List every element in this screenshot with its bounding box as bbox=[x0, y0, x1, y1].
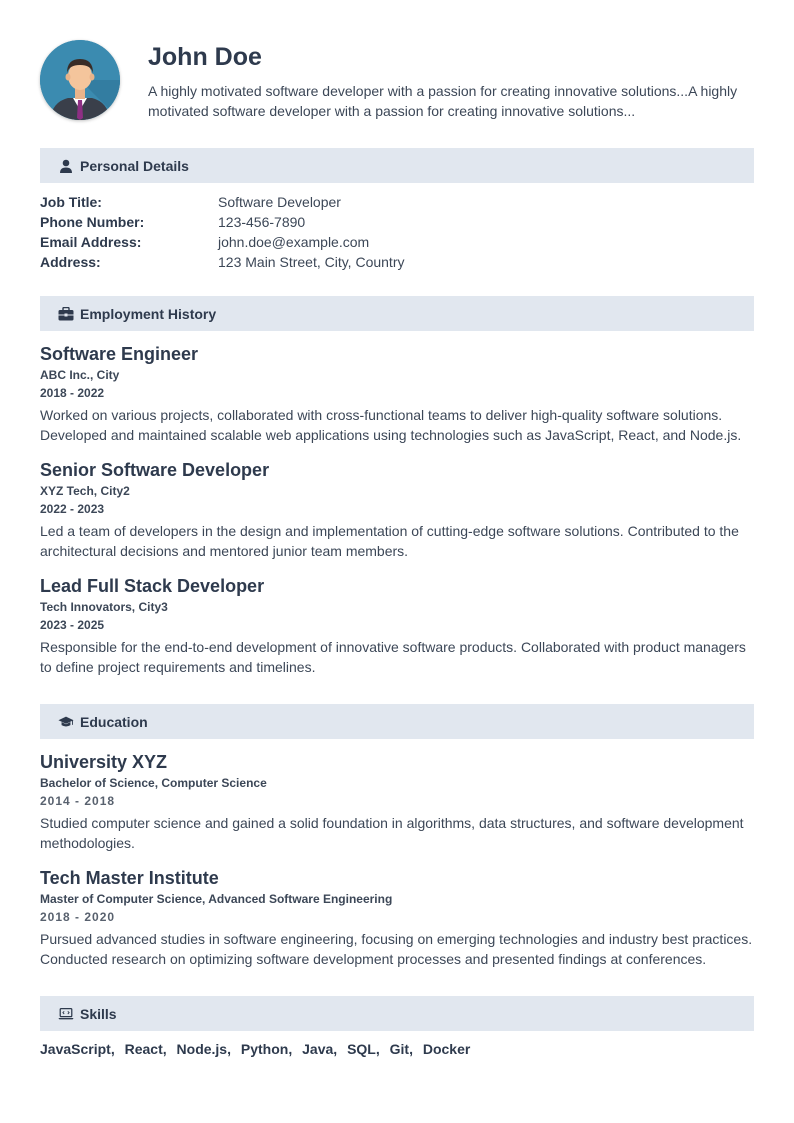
detail-row-address bbox=[40, 252, 754, 272]
skill-item: Node.js, bbox=[176, 1041, 231, 1057]
detail-label: Address: bbox=[40, 254, 101, 270]
employment-entry bbox=[40, 459, 754, 561]
skill-item: Java, bbox=[302, 1041, 338, 1057]
skill-item: Git, bbox=[389, 1041, 413, 1057]
avatar bbox=[40, 40, 120, 120]
education-dates: 2014 - 2018 bbox=[40, 794, 116, 808]
graduation-cap-icon bbox=[58, 714, 74, 730]
detail-value: Software Developer bbox=[218, 194, 341, 210]
detail-label: Job Title: bbox=[40, 194, 102, 210]
company-name: Tech Innovators, City3 bbox=[40, 600, 168, 614]
detail-row-phone bbox=[40, 212, 754, 232]
job-title: Software Engineer bbox=[40, 344, 199, 364]
employment-dates: 2023 - 2025 bbox=[40, 618, 105, 632]
detail-row-email bbox=[40, 232, 754, 252]
job-description: Worked on various projects, collaborated with cross-functional teams to deliver high-quality software solutions. Developed and maintained scalable web applications using technologies such as JavaScript, React, and Node.js. bbox=[40, 407, 742, 443]
profile-summary: A highly motivated software developer with a passion for creating innovative solutions...A highly motivated software developer with a passion for creating innovative solutions... bbox=[148, 83, 738, 119]
section-personal-details bbox=[40, 148, 754, 183]
section-employment-history bbox=[40, 296, 754, 331]
detail-row-job-title bbox=[40, 192, 754, 212]
employment-entry bbox=[40, 575, 754, 677]
education-description: Pursued advanced studies in software engineering, focusing on emerging technologies and industry best practices. Conducted research on optimizing software development processes and presented findings at conferences. bbox=[40, 931, 753, 967]
employment-dates: 2022 - 2023 bbox=[40, 502, 105, 516]
laptop-code-icon bbox=[58, 1006, 74, 1022]
school-name: Tech Master Institute bbox=[40, 868, 219, 888]
skill-item: React, bbox=[124, 1041, 167, 1057]
degree: Bachelor of Science, Computer Science bbox=[40, 776, 267, 790]
detail-value: john.doe@example.com bbox=[218, 234, 370, 250]
skill-item: SQL, bbox=[347, 1041, 380, 1057]
company-name: XYZ Tech, City2 bbox=[40, 484, 130, 498]
section-skills bbox=[40, 996, 754, 1031]
section-title: Education bbox=[80, 713, 148, 730]
personal-details-list bbox=[40, 192, 754, 272]
employment-dates: 2018 - 2022 bbox=[40, 386, 105, 400]
detail-value: 123 Main Street, City, Country bbox=[218, 254, 405, 270]
section-education bbox=[40, 704, 754, 739]
candidate-name: John Doe bbox=[148, 43, 262, 71]
person-avatar-icon bbox=[40, 40, 120, 120]
school-name: University XYZ bbox=[40, 752, 168, 772]
skill-item: Python, bbox=[240, 1041, 293, 1057]
job-title: Senior Software Developer bbox=[40, 460, 270, 480]
detail-value: 123-456-7890 bbox=[218, 214, 306, 230]
section-title: Personal Details bbox=[80, 157, 189, 174]
detail-label: Email Address: bbox=[40, 234, 142, 250]
company-name: ABC Inc., City bbox=[40, 368, 120, 382]
user-icon bbox=[58, 158, 74, 174]
job-title: Lead Full Stack Developer bbox=[40, 576, 265, 596]
skills-list bbox=[40, 1041, 754, 1057]
job-description: Led a team of developers in the design and implementation of cutting-edge software solutions. Contributed to the architectural decisions and mentored junior team members. bbox=[40, 523, 739, 559]
education-dates: 2018 - 2020 bbox=[40, 910, 116, 924]
education-entry bbox=[40, 867, 754, 969]
education-entry bbox=[40, 751, 754, 853]
job-description: Responsible for the end-to-end development of innovative software products. Collaborated with product managers to define project requirements and timelines. bbox=[40, 639, 746, 675]
section-title: Skills bbox=[80, 1005, 117, 1022]
skill-item: Docker bbox=[422, 1041, 471, 1057]
detail-label: Phone Number: bbox=[40, 214, 145, 230]
employment-entry bbox=[40, 343, 754, 445]
degree: Master of Computer Science, Advanced Software Engineering bbox=[40, 892, 393, 906]
section-title: Employment History bbox=[80, 305, 217, 322]
skill-item: JavaScript, bbox=[40, 1041, 115, 1057]
briefcase-icon bbox=[58, 306, 74, 322]
education-description: Studied computer science and gained a solid foundation in algorithms, data structures, and software development methodologies. bbox=[40, 815, 744, 851]
